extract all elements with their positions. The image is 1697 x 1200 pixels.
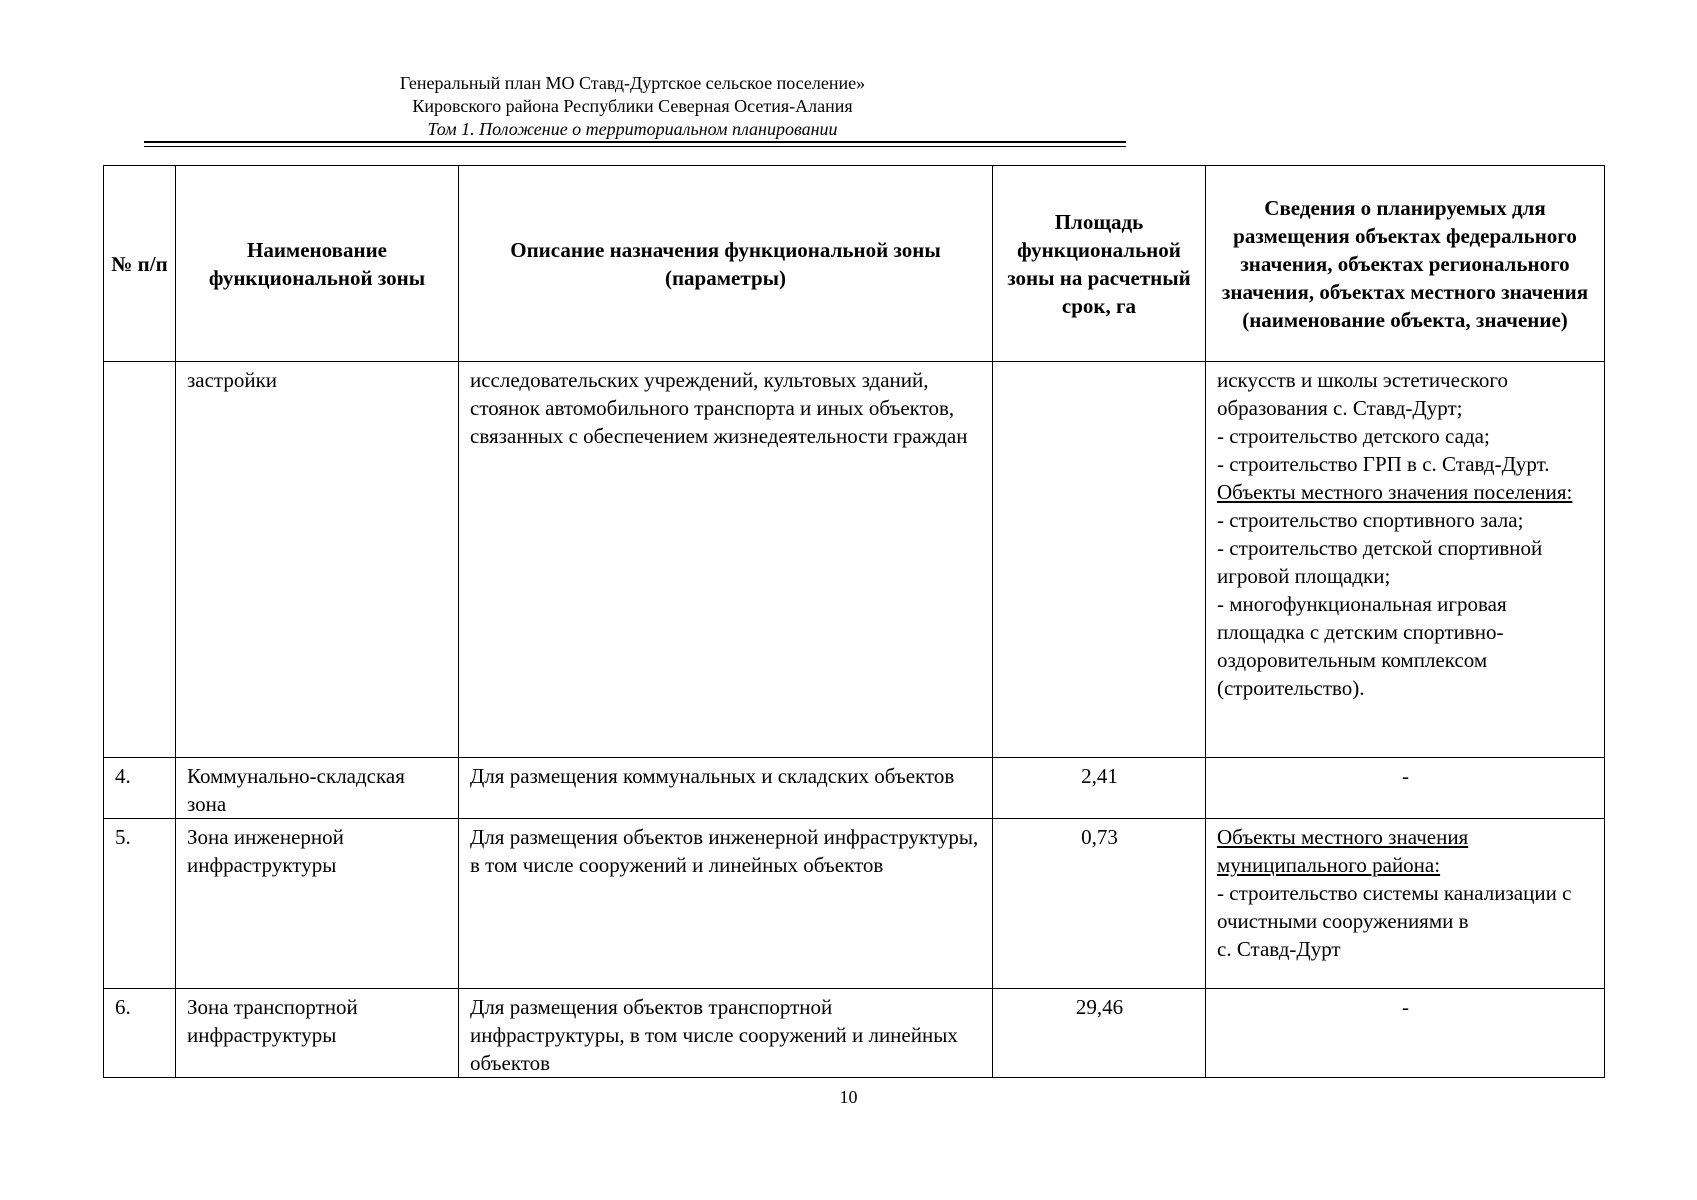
objects-text: - строительство детской спортивной игровой площадки;: [1217, 536, 1543, 588]
zones-table: [103, 165, 1605, 1078]
objects-text: - строительство ГРП в с. Ставд-Дурт.: [1217, 452, 1550, 476]
cell-area: 2,41: [993, 758, 1206, 819]
objects-text: - строительство спортивного зала;: [1217, 508, 1524, 532]
cell-description: Для размещения объектов инженерной инфраструктуры, в том числе сооружений и линейных объектов: [459, 819, 993, 989]
header-rule-thin: [144, 146, 1126, 147]
cell-number: 5.: [104, 819, 176, 989]
objects-text: - строительство детского сада;: [1217, 424, 1490, 448]
cell-objects: -: [1206, 758, 1605, 819]
objects-text: искусств и школы эстетического образования с. Ставд-Дурт;: [1217, 368, 1509, 420]
table-row: [104, 819, 1605, 989]
page-number: 10: [839, 1087, 858, 1107]
objects-heading: Объекты местного значения поселения:: [1217, 480, 1573, 504]
objects-text: с. Ставд-Дурт: [1217, 937, 1341, 961]
header-line-3: Том 1. Положение о территориальном планировании: [427, 119, 838, 139]
objects-text: - строительство системы канализации с очистными сооружениями в: [1217, 881, 1572, 933]
cell-area: 29,46: [993, 989, 1206, 1078]
cell-description: Для размещения объектов транспортной инфраструктуры, в том числе сооружений и линейных объектов: [459, 989, 993, 1078]
cell-area: [993, 362, 1206, 758]
column-header-objects: Сведения о планируемых для размещения объектах федерального значения, объектах регионального значения, объектах местного значения (наименование объекта, значение): [1206, 166, 1605, 362]
header-line-2: Кировского района Республики Северная Осетия-Алания: [412, 96, 853, 116]
cell-zone-name: Зона транспортной инфраструктуры: [176, 989, 459, 1078]
cell-objects: [1206, 819, 1605, 989]
cell-description: Для размещения коммунальных и складских объектов: [459, 758, 993, 819]
cell-zone-name: Коммунально-складская зона: [176, 758, 459, 819]
objects-heading: Объекты местного значения муниципального района:: [1217, 825, 1469, 877]
column-header-description: Описание назначения функциональной зоны (параметры): [459, 166, 993, 362]
cell-objects: [1206, 362, 1605, 758]
document-header: [140, 72, 1125, 141]
cell-zone-name: застройки: [176, 362, 459, 758]
cell-number: [104, 362, 176, 758]
cell-area: 0,73: [993, 819, 1206, 989]
cell-zone-name: Зона инженерной инфраструктуры: [176, 819, 459, 989]
cell-number: 6.: [104, 989, 176, 1078]
cell-number: 4.: [104, 758, 176, 819]
column-header-name: Наименование функциональной зоны: [176, 166, 459, 362]
objects-text: - многофункциональная игровая площадка с детским спортивно-оздоровительным комплексом (строительство).: [1217, 592, 1507, 700]
table-row: [104, 758, 1605, 819]
header-line-1: Генеральный план МО Ставд-Дуртское сельское поселение»: [399, 73, 866, 93]
table-row: [104, 362, 1605, 758]
cell-objects: -: [1206, 989, 1605, 1078]
column-header-number: № п/п: [104, 166, 176, 362]
table-header-row: [104, 166, 1605, 362]
column-header-area: Площадь функциональной зоны на расчетный срок, га: [993, 166, 1206, 362]
table-row: [104, 989, 1605, 1078]
header-rule-thick: [144, 141, 1126, 143]
cell-description: исследовательских учреждений, культовых зданий, стоянок автомобильного транспорта и иных объектов, связанных с обеспечением жизнедеятельности граждан: [459, 362, 993, 758]
